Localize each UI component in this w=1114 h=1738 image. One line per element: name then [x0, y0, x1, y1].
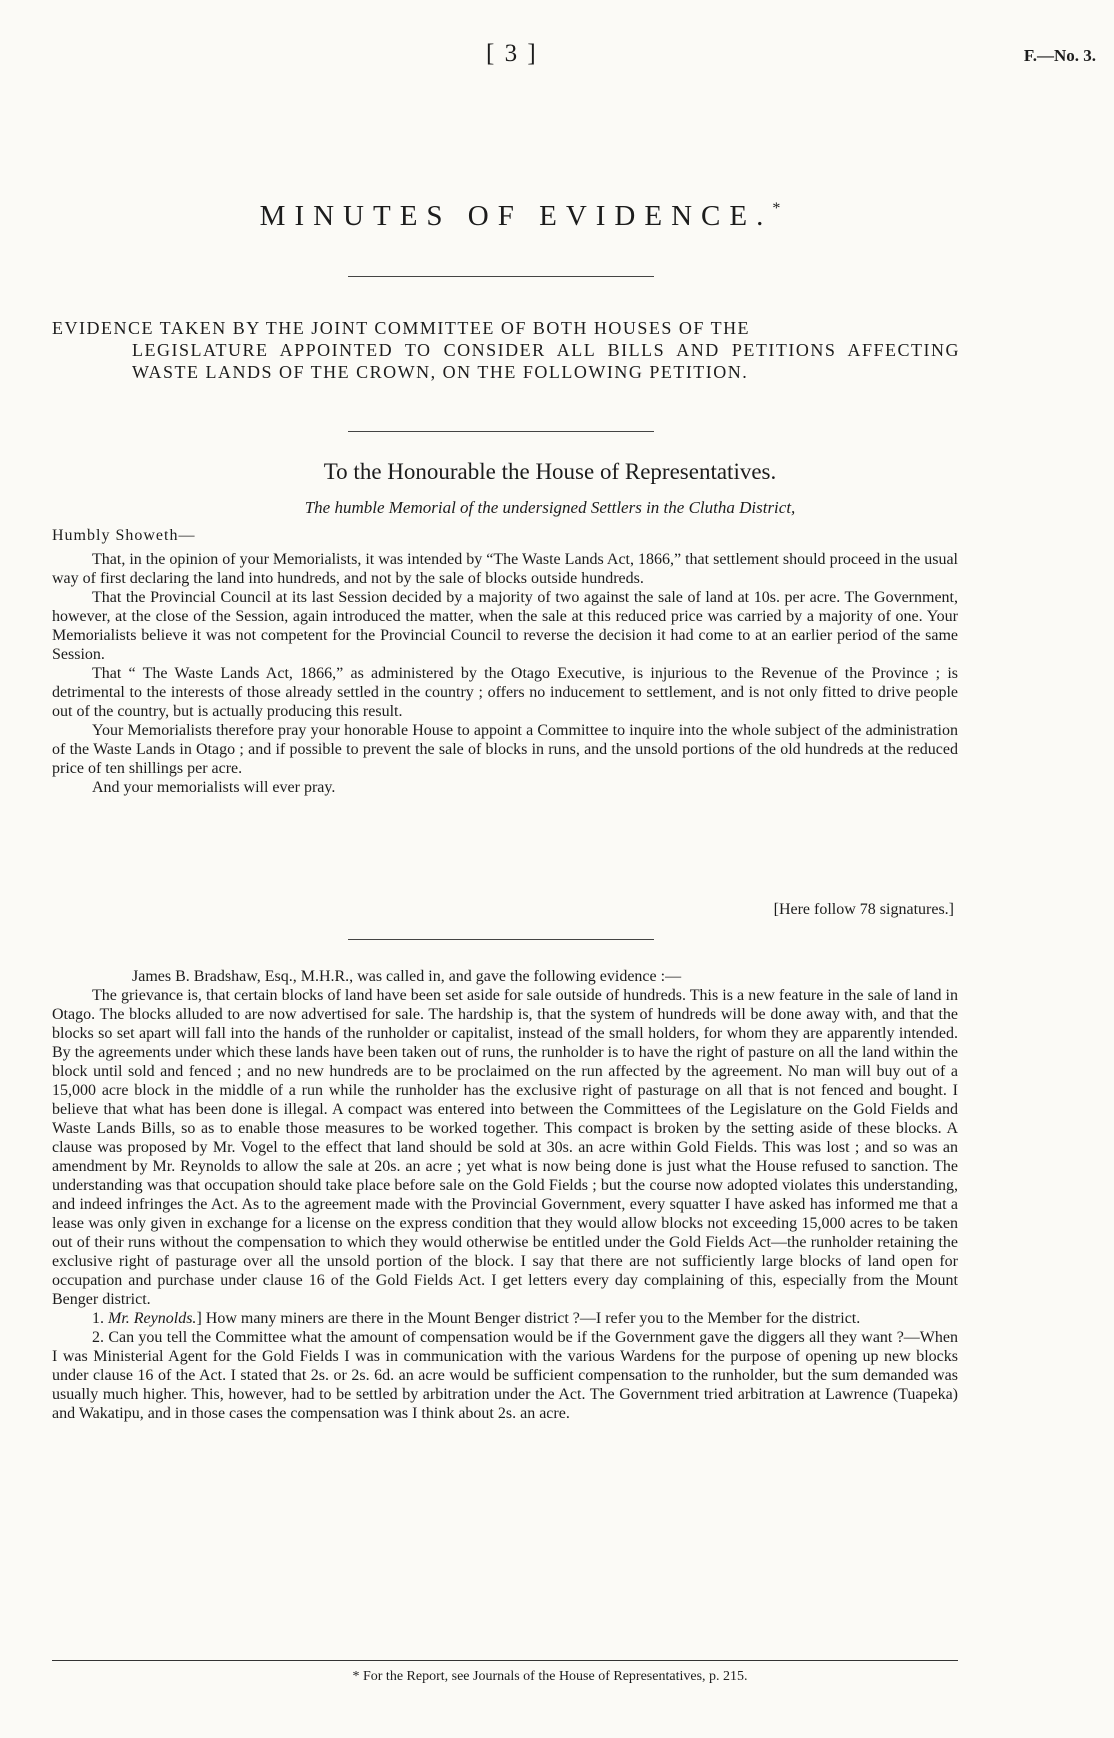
petition-divider	[348, 939, 654, 940]
petition-memorial: The humble Memorial of the undersigned Settlers in the Clutha District,	[304, 498, 796, 517]
heading-first-line: EVIDENCE TAKEN BY THE JOINT COMMITTEE OF BOTH HOUSES OF THE	[52, 318, 751, 338]
witness-called: James B. Bradshaw, Esq., M.H.R., was called in, and gave the following evidence :—	[132, 968, 682, 985]
petition-paragraph: That “ The Waste Lands Act, 1866,” as administered by the Otago Executive, is injurious to the Revenue of the Province ; is detrimental to the interests of those already settled in the country ; offers no inducement to settlement, and is not only fitted to drive people out of the country, but is actually producing this result.	[52, 665, 958, 720]
footnote: * For the Report, see Journals of the House of Representatives, p. 215.	[352, 1669, 748, 1684]
evidence-body	[52, 967, 958, 1423]
signatures-note: [Here follow 78 signatures.]	[773, 901, 954, 918]
petition-paragraph: Your Memorialists therefore pray your honorable House to appoint a Committee to inquire into the whole subject of the administration of the Waste Lands in Otago ; and if possible to prevent the sale of blocks in runs, and the unsold portions of the old hundreds at the reduced price of ten shillings per acre.	[52, 722, 958, 777]
question-1	[52, 1309, 958, 1328]
petition-address: To the Honourable the House of Representatives.	[323, 459, 777, 484]
question-text: ] How many miners are there in the Mount Benger district ?—I refer you to the Member for the district.	[196, 1310, 861, 1327]
title-text: MINUTES OF EVIDENCE.	[259, 200, 773, 232]
paper-reference: F.—No. 3.	[1023, 46, 1096, 65]
petition-paragraph: That, in the opinion of your Memorialists, it was intended by “The Waste Lands Act, 1866,” that settlement should proceed in the usual way of first declaring the land into hundreds, and not by the sale of blocks outside hundreds.	[52, 551, 958, 587]
question-speaker: Mr. Reynolds.	[108, 1310, 197, 1327]
petition-paragraph: That the Provincial Council at its last Session decided by a majority of two against the sale of land at 10s. per acre. The Government, however, at the close of the Session, again introduced the matter, when the sale at this reduced price was carried by a majority of one. Your Memorialists believe it was not competent for the Provincial Council to reverse the decision it had come to at an earlier period of the same Session.	[52, 589, 958, 663]
witness-statement: The grievance is, that certain blocks of land have been set aside for sale outside of hundreds. This is a new feature in the sale of land in Otago. The blocks alluded to are now advertised for sale. The hardship is, that the system of hundreds will be done away with, and that the blocks so set apart will fall into the hands of the runholder or capitalist, instead of the small holders, for whom they are apparently intended. By the agreements under which these lands have been taken out of runs, the runholder is to have the right of pasture on all the land within the block until sold and fenced ; and no new hundreds are to be proclaimed on the run affected by the agreement. No man will buy out of a 15,000 acre block in the middle of a run while the runholder has the exclusive right of pasturage on all that is not fenced and bought. I believe that what has been done is illegal. A compact was entered into between the Committees of the Legislature on the Gold Fields and Waste Lands Bills, so as to enable those measures to be worked together. This compact is broken by the setting aside of these blocks. A clause was proposed by Mr. Vogel to the effect that land should be sold at 30s. an acre within Gold Fields. This was lost ; and so was an amendment by Mr. Reynolds to allow the sale at 20s. an acre ; yet what is now being done is just what the House refused to sanction. The understanding was that occupation should take place before sale on the Gold Fields ; but the course now adopted violates this understanding, and indeed infringes the Act. As to the agreement made with the Provincial Government, every squatter I have asked has informed me that a lease was only given in exchange for a license on the express condition that they would allow blocks not exceeding 15,000 acres to be taken out of their runs without the compensation to which they would otherwise be entitled under the Gold Fields Act—the runholder retaining the exclusive right of pasturage over all the unsold portion of the block. I say that there are not sufficiently large blocks of land open for occupation and purchase under clause 16 of the Gold Fields Act. I get letters every day complaining of this, especially from the Mount Benger district.	[52, 987, 958, 1308]
question-number: 1.	[92, 1310, 104, 1327]
petition-paragraph: And your memorialists will ever pray.	[92, 779, 336, 796]
petition-showeth: Humbly Showeth—	[52, 527, 196, 544]
title-divider	[348, 276, 654, 277]
committee-heading	[52, 317, 960, 383]
footnote-divider	[52, 1660, 958, 1661]
petition-body	[52, 550, 958, 797]
document-title	[0, 200, 1040, 233]
heading-divider	[348, 431, 654, 432]
heading-continuation: LEGISLATURE APPOINTED TO CONSIDER ALL BILLS AND PETITIONS AFFECTING WASTE LANDS OF THE CROWN, ON THE FOLLOWING PETITION.	[132, 340, 960, 382]
question-2: 2. Can you tell the Committee what the amount of compensation would be if the Government gave the diggers all they want ?—When I was Ministerial Agent for the Gold Fields I was in communication with the various Wardens for the purpose of opening up new blocks under clause 16 of the Act. I stated that 2s. or 2s. 6d. an acre would be sufficient compensation to the runholder, but the sum demanded was usually much higher. This, however, had to be settled by arbitration under the Act. The Government tried arbitration at Lawrence (Tuapeka) and Wakatipu, and in those cases the compensation was I think about 2s. an acre.	[52, 1329, 958, 1422]
page-number: [ 3 ]	[486, 40, 538, 67]
title-footnote-marker: *	[772, 200, 781, 217]
